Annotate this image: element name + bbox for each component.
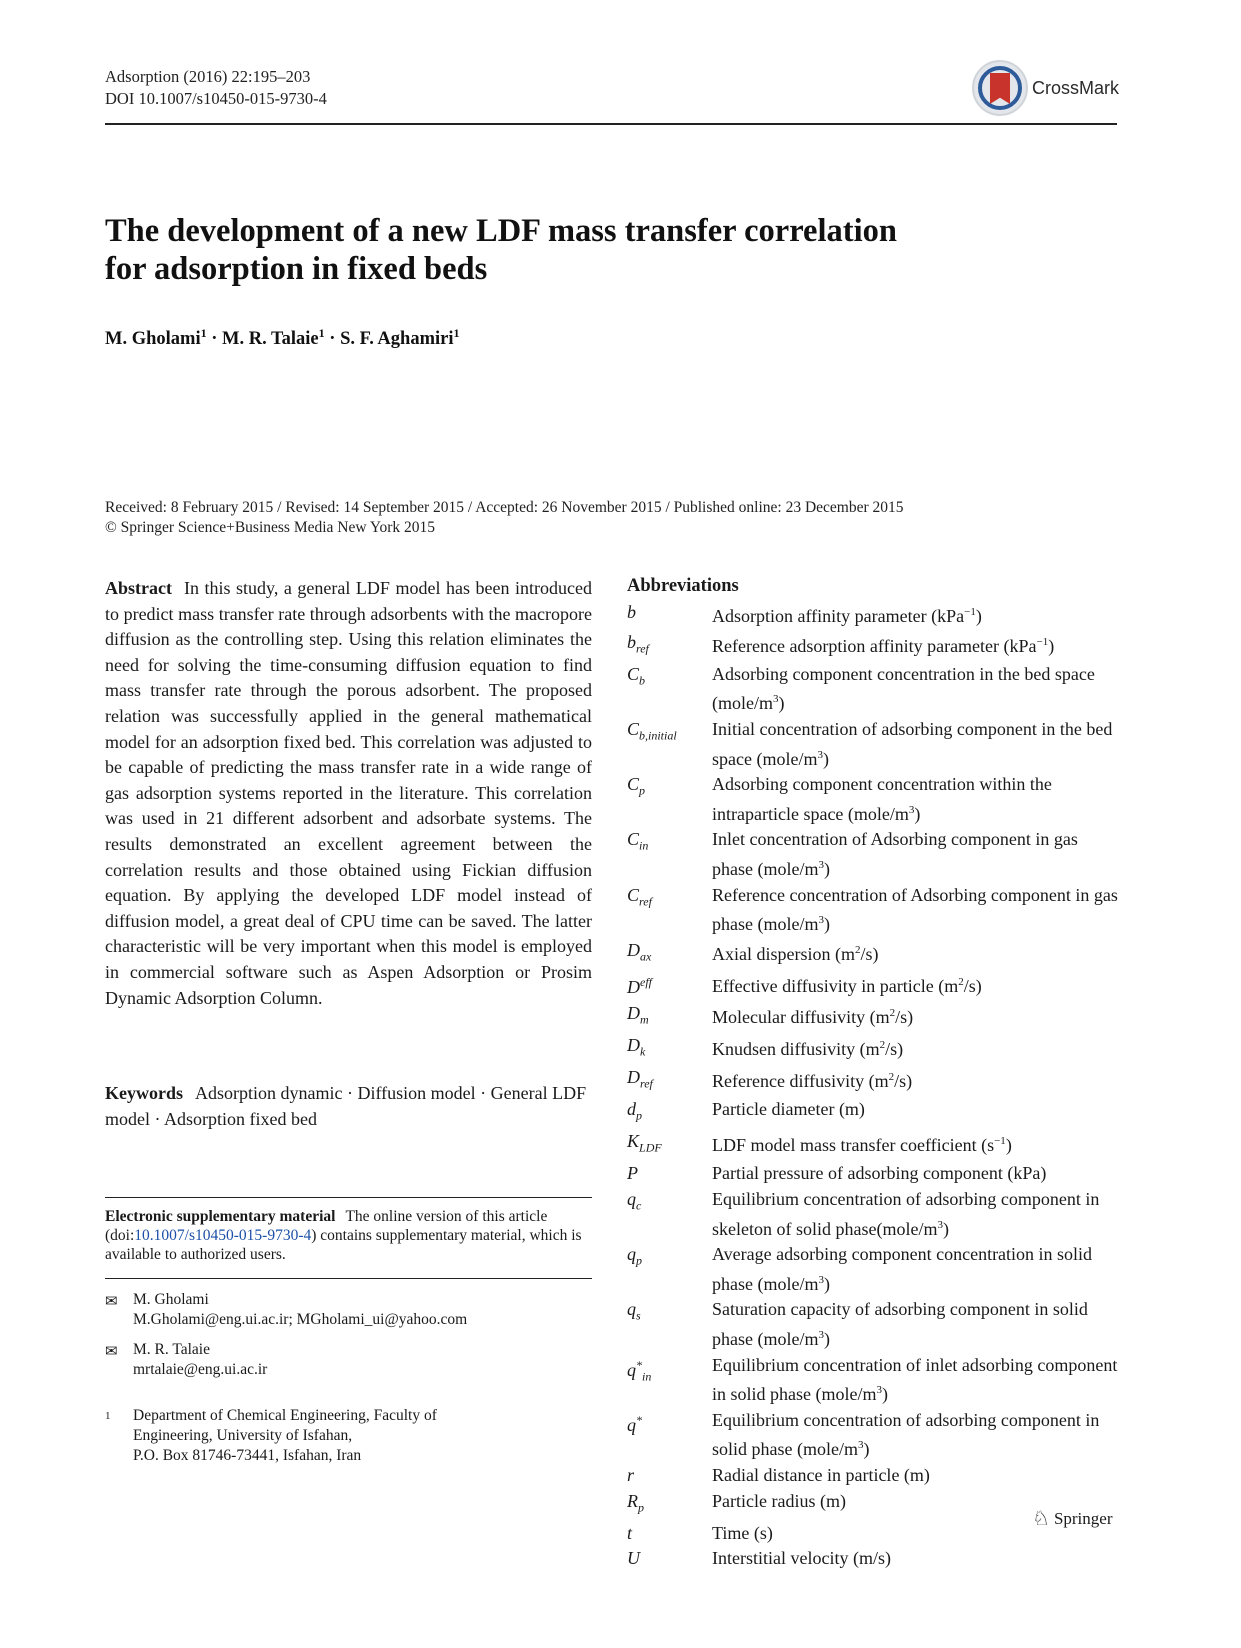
symbol-base: K <box>627 1131 640 1152</box>
abbreviations-list <box>627 600 1122 1572</box>
definition-text: Reference adsorption affinity parameter (kPa <box>712 635 1037 656</box>
abbreviation-symbol <box>627 1097 712 1129</box>
definition-text: Reference diffusivity (m <box>712 1070 889 1091</box>
abbreviations-heading: Abbreviations <box>627 576 739 596</box>
symbol-base: d <box>627 1099 636 1120</box>
abbreviation-symbol <box>627 1546 712 1572</box>
copyright-line: © Springer Science+Business Media New York 2015 <box>105 519 436 536</box>
esm-text-after: ) contains supplementary material, which is available to authorized users. <box>105 1227 582 1263</box>
footnote-divider <box>105 1197 592 1198</box>
abbreviation-definition <box>712 1097 1122 1129</box>
definition-unit-tail: ) <box>822 748 829 769</box>
abbreviation-row <box>627 938 1122 970</box>
definition-text: Axial dispersion (m <box>712 943 855 964</box>
definition-unit-tail: ) <box>823 858 830 879</box>
definition-text: Equilibrium concentration of adsorbing component in solid phase (mole/m <box>712 1409 1100 1460</box>
symbol-base: C <box>627 774 640 795</box>
contact-name: M. Gholami <box>133 1291 209 1308</box>
definition-text: Equilibrium concentration of adsorbing component in skeleton of solid phase(mole/m <box>712 1189 1100 1239</box>
symbol-subscript: LDF <box>639 1140 662 1155</box>
abbreviation-row <box>627 1242 1122 1297</box>
abbreviation-row <box>627 1129 1122 1161</box>
abbreviation-symbol <box>627 938 712 970</box>
abbreviation-row <box>627 827 1122 882</box>
author-affiliation-mark: 1 <box>318 326 325 340</box>
affiliation-line: Department of Chemical Engineering, Faculty of <box>133 1407 437 1424</box>
definition-unit-tail: /s) <box>895 1006 914 1027</box>
definition-unit-tail: /s) <box>860 943 879 964</box>
abbreviation-symbol <box>627 630 712 662</box>
journal-line: Adsorption (2016) 22:195–203 <box>105 67 311 86</box>
envelope-icon: ✉ <box>105 1344 118 1360</box>
abbreviation-definition <box>712 1242 1122 1297</box>
crossmark-badge[interactable] <box>972 58 1122 118</box>
definition-unit-exponent: 3 <box>937 1218 943 1231</box>
definition-text: Equilibrium concentration of inlet adsorbing component in solid phase (mole/m <box>712 1354 1118 1405</box>
symbol-base: q <box>627 1299 636 1320</box>
abbreviation-row <box>627 630 1122 662</box>
definition-unit-exponent: 3 <box>857 1439 864 1452</box>
definition-unit-tail: ) <box>823 914 830 935</box>
definition-unit-tail: ) <box>823 1273 830 1294</box>
definition-text: Reference concentration of Adsorbing component in gas phase (mole/m <box>712 884 1118 935</box>
abstract <box>105 576 592 1011</box>
abbreviation-definition <box>712 883 1122 938</box>
abbreviation-definition <box>712 1297 1122 1352</box>
abbreviation-symbol <box>627 662 712 717</box>
abbreviation-symbol <box>627 1521 712 1547</box>
abbreviation-definition <box>712 1065 1122 1097</box>
definition-unit-tail: /s) <box>963 975 982 996</box>
definition-text: Average adsorbing component concentration in solid phase (mole/m <box>712 1244 1093 1294</box>
abbreviation-definition <box>712 1129 1122 1161</box>
abbreviation-row <box>627 1065 1122 1097</box>
abbreviation-symbol <box>627 883 712 938</box>
symbol-base: D <box>627 1002 640 1023</box>
symbol-base: R <box>627 1490 638 1511</box>
definition-unit-exponent: 3 <box>818 1273 824 1286</box>
definition-unit-tail: /s) <box>885 1038 904 1059</box>
envelope-icon: ✉ <box>105 1294 118 1310</box>
abbreviation-symbol <box>627 717 712 772</box>
contact-entry <box>105 1340 592 1380</box>
abbreviation-definition <box>712 1353 1122 1408</box>
symbol-base: D <box>627 1066 640 1087</box>
definition-unit-tail: /s) <box>894 1070 913 1091</box>
keywords-text: Adsorption dynamic · Diffusion model · General LDF model · Adsorption fixed bed <box>105 1083 587 1129</box>
symbol-subscript: ref <box>636 641 649 656</box>
symbol-base: q <box>627 1244 636 1265</box>
definition-unit-exponent: 3 <box>908 803 915 816</box>
definition-unit-exponent: 3 <box>818 1329 824 1341</box>
abbreviation-symbol <box>627 1242 712 1297</box>
definition-unit-exponent: 2 <box>888 1070 895 1083</box>
abbreviation-symbol <box>627 1001 712 1033</box>
definition-unit-exponent: 3 <box>818 914 824 927</box>
abbreviation-row <box>627 1297 1122 1352</box>
symbol-subscript: c <box>636 1198 642 1213</box>
definition-text: Radial distance in particle (m) <box>712 1464 930 1485</box>
publisher-name: Springer <box>1053 1508 1113 1528</box>
contact-entry <box>105 1290 592 1330</box>
definition-unit-tail: ) <box>975 606 982 626</box>
paper-title <box>105 212 1005 288</box>
author-affiliation-mark: 1 <box>453 326 460 340</box>
symbol-superscript: eff <box>640 974 652 989</box>
abbreviation-row <box>627 662 1122 717</box>
abbreviation-symbol <box>627 1297 712 1352</box>
symbol-base: C <box>627 718 640 739</box>
symbol-subscript: m <box>640 1012 649 1027</box>
abstract-heading: Abstract <box>105 578 172 598</box>
definition-text: Time (s) <box>712 1522 773 1543</box>
symbol-subscript: ref <box>640 1076 653 1091</box>
definition-text: Effective diffusivity in particle (m <box>712 975 959 996</box>
abbreviation-row <box>627 717 1122 772</box>
definition-unit-tail: ) <box>881 1384 888 1405</box>
abstract-text: In this study, a general LDF model has been introduced to predict mass transfer rate through adsorbents with the macropore diffusion as the controlling step. Using this relation eliminates the need for solving the time-consuming diffusion equation to find mass transfer rate through the porous adsorbent. The proposed relation was successfully applied in the general mathematical model for an adsorption fixed bed. This correlation was adjusted to be capable of predicting the mass transfer rate in a wide range of gas adsorption systems reported in the literature. This correlation was used in 21 different adsorbent and adsorbate systems. The results demonstrated an excellent agreement between the correlation results and those obtained using Fickian diffusion equation. By applying the developed LDF model instead of diffusion model, a great deal of CPU time can be saved. The latter characteristic will be very important when this model is employed in commercial software such as Aspen Adsorption or Prosim Dynamic Adsorption Column. <box>105 578 592 1008</box>
abbreviation-definition <box>712 1408 1122 1463</box>
definition-unit-exponent: −1 <box>994 1135 1006 1148</box>
definition-unit-exponent: 3 <box>818 858 824 871</box>
symbol-subscript: p <box>636 1253 642 1268</box>
author-separator: · <box>206 329 223 350</box>
journal-citation <box>105 66 327 110</box>
abbreviation-symbol <box>627 970 712 1001</box>
affiliation-number: 1 <box>105 1410 111 1422</box>
symbol-base: b <box>627 631 636 652</box>
definition-text: Initial concentration of adsorbing component in the bed space (mole/m <box>712 718 1113 769</box>
abbreviation-symbol <box>627 1187 712 1242</box>
symbol-base: P <box>627 1163 638 1184</box>
symbol-subscript: p <box>636 1108 642 1123</box>
symbol-subscript: s <box>636 1309 641 1323</box>
abbreviation-symbol <box>627 1129 712 1161</box>
abbreviation-definition <box>712 630 1122 662</box>
abbreviation-row <box>627 1546 1122 1572</box>
symbol-subscript: in <box>642 1369 652 1384</box>
definition-unit-exponent: 2 <box>879 1038 886 1051</box>
abbreviation-definition <box>712 938 1122 970</box>
affiliation <box>105 1406 592 1466</box>
abbreviation-definition <box>712 827 1122 882</box>
symbol-subscript: k <box>640 1044 646 1059</box>
symbol-subscript: in <box>639 838 649 853</box>
symbol-base: b <box>627 602 636 622</box>
symbol-base: D <box>627 976 640 997</box>
definition-unit-tail: ) <box>863 1439 870 1460</box>
definition-unit-tail: ) <box>823 1329 830 1349</box>
abbreviation-symbol <box>627 1408 712 1463</box>
symbol-base: C <box>627 884 640 905</box>
definition-text: Particle diameter (m) <box>712 1099 865 1120</box>
abbreviation-symbol <box>627 772 712 827</box>
symbol-subscript: b,initial <box>639 728 677 743</box>
title-line-2: for adsorption in fixed beds <box>105 251 488 287</box>
abbreviation-definition <box>712 772 1122 827</box>
symbol-subscript: ref <box>639 894 652 909</box>
definition-text: Interstitial velocity (m/s) <box>712 1548 891 1569</box>
symbol-superscript: * <box>636 1357 642 1372</box>
abbreviation-definition <box>712 1033 1122 1065</box>
author-affiliation-mark: 1 <box>200 326 207 340</box>
symbol-subscript: ax <box>640 949 652 964</box>
abbreviation-symbol <box>627 1161 712 1187</box>
definition-unit-tail: ) <box>942 1218 949 1239</box>
definition-text: LDF model mass transfer coefficient (s <box>712 1135 995 1156</box>
abbreviation-definition <box>712 1001 1122 1033</box>
symbol-subscript: p <box>639 783 646 798</box>
header-divider <box>105 123 1117 125</box>
title-line-1: The development of a new LDF mass transfer correlation <box>105 213 897 249</box>
author-separator: · <box>324 329 341 350</box>
abbreviation-row <box>627 970 1122 1001</box>
abbreviation-symbol <box>627 827 712 882</box>
esm-text-before: The online version of this article (doi: <box>105 1208 548 1244</box>
symbol-base: D <box>627 1034 640 1055</box>
abbreviation-row <box>627 772 1122 827</box>
abbreviation-row <box>627 1353 1122 1408</box>
definition-text: Inlet concentration of Adsorbing component in gas phase (mole/m <box>712 829 1078 879</box>
abbreviation-symbol <box>627 1033 712 1065</box>
contact-email[interactable]: mrtalaie@eng.ui.ac.ir <box>133 1361 268 1378</box>
crossmark-label: CrossMark <box>1032 77 1120 98</box>
symbol-base: r <box>627 1464 635 1485</box>
definition-unit-exponent: 2 <box>958 975 964 988</box>
symbol-base: t <box>627 1522 633 1543</box>
abbreviation-symbol <box>627 600 712 630</box>
symbol-subscript: p <box>638 1500 644 1515</box>
symbol-base: q <box>627 1189 636 1210</box>
publication-history <box>105 498 904 538</box>
abbreviation-row <box>627 600 1122 630</box>
definition-unit-exponent: −1 <box>964 606 976 618</box>
abbreviation-row <box>627 1033 1122 1065</box>
abbreviation-definition <box>712 662 1122 717</box>
dates-line: Received: 8 February 2015 / Revised: 14 September 2015 / Accepted: 26 November 2015 / Published online: 23 December 2015 <box>105 499 904 516</box>
definition-unit-exponent: 3 <box>773 693 779 706</box>
abbreviation-definition <box>712 1546 1122 1572</box>
symbol-base: q <box>627 1414 636 1435</box>
abbreviation-row <box>627 883 1122 938</box>
affiliation-line: P.O. Box 81746-73441, Isfahan, Iran <box>133 1447 362 1464</box>
symbol-superscript: * <box>636 1412 642 1427</box>
symbol-subscript: b <box>639 673 646 688</box>
esm-heading: Electronic supplementary material <box>105 1208 336 1225</box>
definition-text: Molecular diffusivity (m <box>712 1006 890 1027</box>
definition-unit-tail: ) <box>778 693 785 714</box>
abbreviation-row <box>627 1408 1122 1463</box>
abbreviation-definition <box>712 1463 1122 1489</box>
symbol-base: C <box>627 829 640 850</box>
keywords-heading: Keywords <box>105 1083 183 1103</box>
affiliation-line: Engineering, University of Isfahan, <box>133 1427 353 1444</box>
author-name: M. R. Talaie <box>222 329 319 350</box>
abbreviation-definition <box>712 970 1122 1001</box>
definition-text: Saturation capacity of adsorbing component in solid phase (mole/m <box>712 1299 1088 1349</box>
abbreviation-symbol <box>627 1463 712 1489</box>
abbreviation-definition <box>712 717 1122 772</box>
definition-unit-exponent: 3 <box>817 748 823 761</box>
definition-unit-exponent: 3 <box>876 1384 882 1397</box>
publisher-logo <box>1032 1506 1112 1531</box>
doi-link[interactable]: 10.1007/s10450-015-9730-4 <box>134 1227 312 1244</box>
supplementary-note <box>105 1207 592 1264</box>
definition-unit-exponent: −1 <box>1036 635 1049 648</box>
abbreviation-symbol <box>627 1489 712 1521</box>
abbreviation-row <box>627 1161 1122 1187</box>
definition-unit-exponent: 2 <box>854 943 861 956</box>
author-name: M. Gholami <box>105 329 201 350</box>
symbol-base: U <box>627 1548 640 1569</box>
definition-text: Partial pressure of adsorbing component (kPa) <box>712 1163 1047 1184</box>
contact-divider <box>105 1278 592 1279</box>
contact-name: M. R. Talaie <box>133 1341 210 1358</box>
author-name: S. F. Aghamiri <box>340 329 454 350</box>
definition-unit-tail: ) <box>914 803 921 824</box>
symbol-base: q <box>627 1359 636 1380</box>
abbreviation-row <box>627 1187 1122 1242</box>
abbreviation-symbol <box>627 1065 712 1097</box>
definition-unit-exponent: 2 <box>889 1006 896 1019</box>
abbreviation-row <box>627 1463 1122 1489</box>
springer-horse-icon: ♘ <box>1032 1508 1050 1530</box>
symbol-base: D <box>627 939 640 960</box>
doi-line: DOI 10.1007/s10450-015-9730-4 <box>105 89 327 108</box>
author-list <box>105 326 459 350</box>
definition-text: Particle radius (m) <box>712 1490 846 1511</box>
definition-unit-tail: ) <box>1048 635 1055 656</box>
abbreviation-definition <box>712 600 1122 630</box>
keywords <box>105 1081 592 1132</box>
abbreviation-row <box>627 1097 1122 1129</box>
definition-unit-tail: ) <box>1005 1135 1012 1156</box>
definition-text: Knudsen diffusivity (m <box>712 1038 880 1059</box>
symbol-base: C <box>627 663 640 684</box>
definition-text: Adsorption affinity parameter (kPa <box>712 606 965 626</box>
abbreviation-definition <box>712 1187 1122 1242</box>
abbreviation-symbol <box>627 1353 712 1408</box>
definition-text: Adsorbing component concentration within the intraparticle space (mole/m <box>712 774 1052 824</box>
contact-email[interactable]: M.Gholami@eng.ui.ac.ir; MGholami_ui@yahoo.com <box>133 1311 468 1328</box>
abbreviation-row <box>627 1001 1122 1033</box>
crossmark-icon <box>972 60 1028 116</box>
abbreviation-definition <box>712 1161 1122 1187</box>
definition-text: Adsorbing component concentration in the bed space (mole/m <box>712 663 1095 714</box>
